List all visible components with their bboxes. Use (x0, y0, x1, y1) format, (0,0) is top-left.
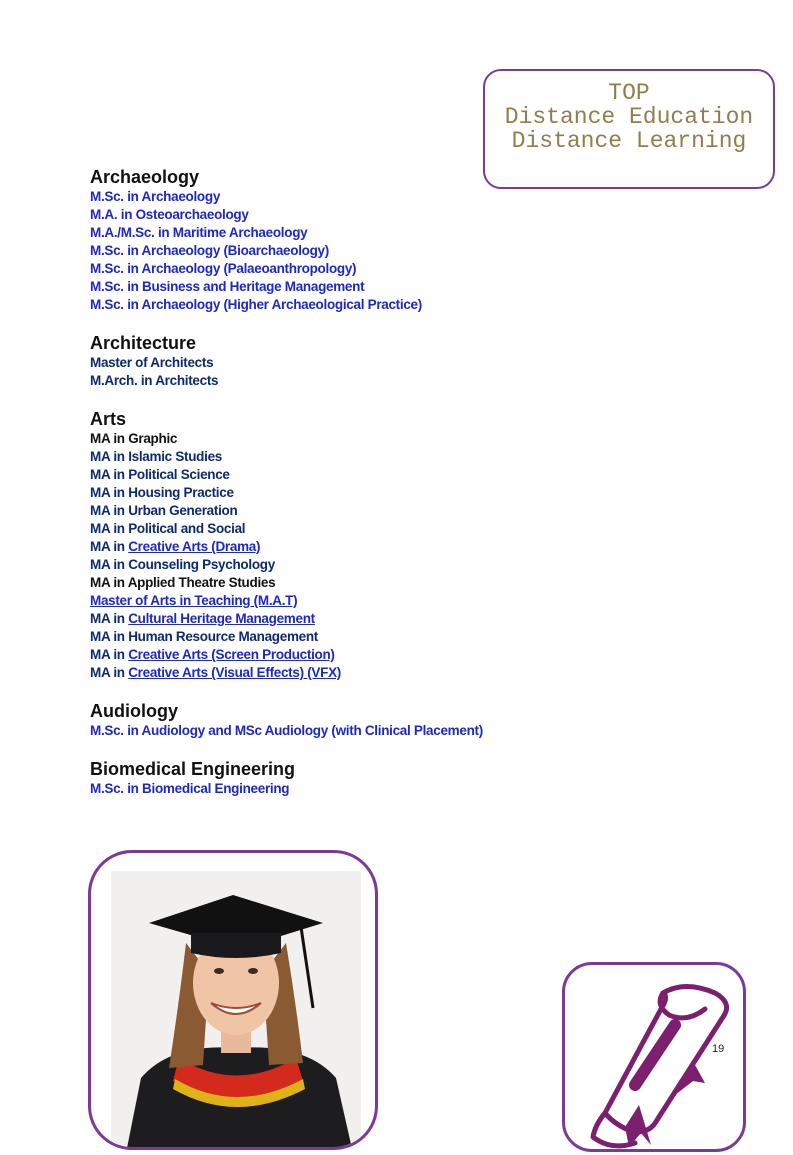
program-item (90, 354, 610, 372)
section-title: Biomedical Engineering (90, 759, 296, 779)
program-list (90, 166, 610, 816)
program-text: M.Sc. in Audiology and MSc Audiology (with Clinical Placement) (90, 723, 483, 738)
program-item (90, 260, 610, 278)
program-item (90, 610, 610, 628)
section-audiology (90, 700, 610, 740)
graduate-photo-frame (88, 850, 378, 1150)
program-text: MA in Human Resource Management (90, 629, 318, 644)
program-text: MA in Political and Social (90, 521, 246, 536)
graduate-photo-icon (91, 853, 378, 1150)
program-link[interactable]: Cultural Heritage Management (128, 611, 315, 626)
section-biomedical-engineering (90, 758, 610, 798)
program-text: MA in (90, 611, 129, 626)
program-item (90, 520, 610, 538)
program-item (90, 484, 610, 502)
program-text: Master of Architects (90, 355, 214, 370)
program-text: MA in Housing Practice (90, 485, 234, 500)
program-item (90, 466, 610, 484)
program-text: MA in Urban Generation (90, 503, 238, 518)
section-title: Architecture (90, 333, 197, 353)
program-item (90, 296, 610, 314)
program-item (90, 224, 610, 242)
program-item (90, 278, 610, 296)
program-text: M.Sc. in Archaeology (Higher Archaeological Practice) (90, 297, 422, 312)
program-item (90, 206, 610, 224)
program-text: MA in Graphic (90, 431, 178, 446)
program-text: M.Sc. in Archaeology (90, 189, 221, 204)
header-line-distance-education: Distance Education (504, 104, 754, 130)
diploma-scroll-icon (565, 965, 749, 1155)
program-text: MA in Political Science (90, 467, 230, 482)
program-text: M.A. in Osteoarchaeology (90, 207, 249, 222)
program-item (90, 574, 610, 592)
section-title: Archaeology (90, 167, 200, 187)
program-item (90, 780, 610, 798)
program-item (90, 448, 610, 466)
header-line-top: TOP (608, 80, 650, 106)
program-text: M.Sc. in Business and Heritage Management (90, 279, 365, 294)
program-link[interactable]: Creative Arts (Screen Production) (128, 647, 335, 662)
program-item (90, 242, 610, 260)
program-item (90, 556, 610, 574)
program-item (90, 664, 610, 682)
program-item (90, 502, 610, 520)
program-text: MA in Counseling Psychology (90, 557, 275, 572)
program-text: M.Sc. in Archaeology (Bioarchaeology) (90, 243, 329, 258)
program-text: MA in (90, 647, 129, 662)
program-text: MA in (90, 665, 129, 680)
program-text: M.Sc. in Archaeology (Palaeoanthropology) (90, 261, 357, 276)
program-text: M.Sc. in Biomedical Engineering (90, 781, 290, 796)
section-title: Arts (90, 409, 127, 429)
program-text: M.A./M.Sc. in Maritime Archaeology (90, 225, 308, 240)
header-line-distance-learning: Distance Learning (511, 128, 747, 154)
program-item (90, 592, 610, 610)
program-item (90, 722, 610, 740)
diploma-frame (562, 962, 746, 1152)
program-item (90, 538, 610, 556)
program-item (90, 372, 610, 390)
program-text: MA in Islamic Studies (90, 449, 222, 464)
program-text: M.Arch. in Architects (90, 373, 219, 388)
program-text: MA in (90, 539, 129, 554)
program-item (90, 430, 610, 448)
section-arts (90, 408, 610, 682)
page-number: 19 (712, 1043, 725, 1055)
program-link[interactable]: Creative Arts (Drama) (128, 539, 261, 554)
program-item (90, 188, 610, 206)
program-item (90, 628, 610, 646)
program-item (90, 646, 610, 664)
program-link[interactable]: Master of Arts in Teaching (M.A.T) (90, 593, 298, 608)
program-link[interactable]: Creative Arts (Visual Effects) (VFX) (128, 665, 341, 680)
section-archaeology (90, 166, 610, 314)
section-architecture (90, 332, 610, 390)
program-text: MA in Applied Theatre Studies (90, 575, 276, 590)
section-title: Audiology (90, 701, 178, 721)
